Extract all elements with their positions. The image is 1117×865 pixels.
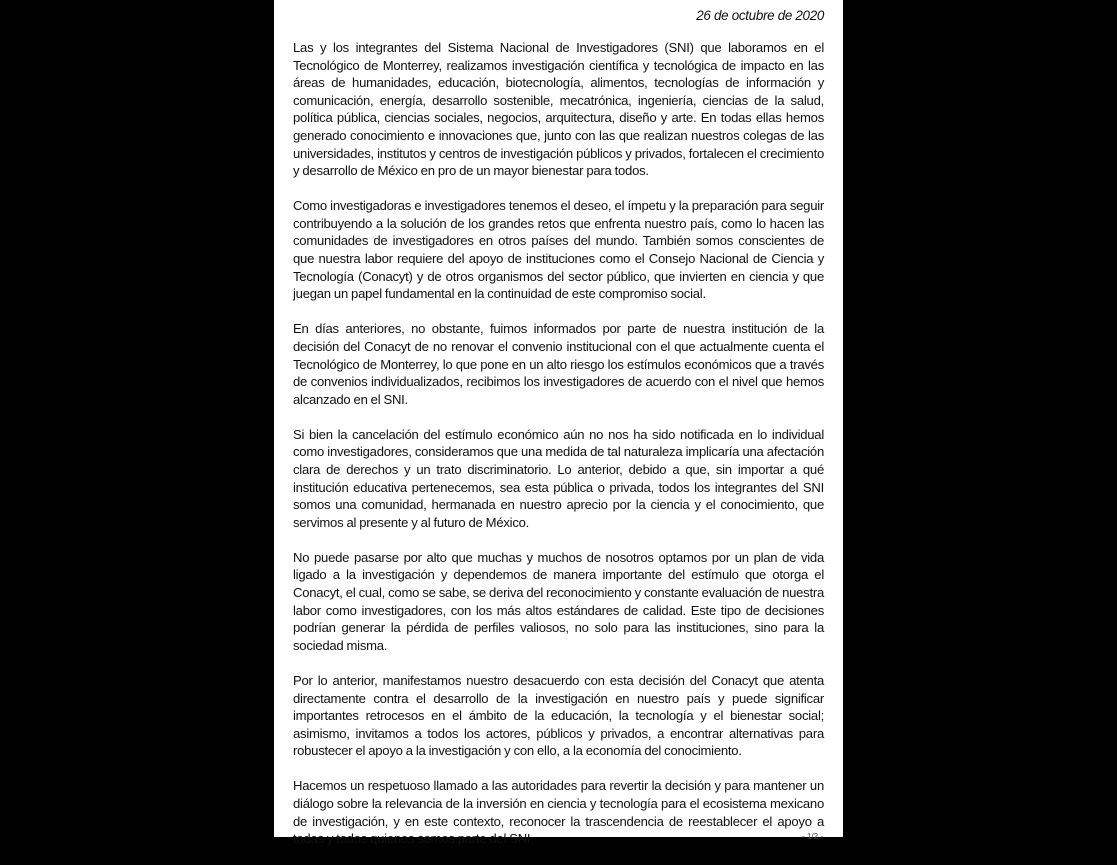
- letter-body: [293, 39, 824, 865]
- paragraph: Si bien la cancelación del estímulo económico aún no nos ha sido notificada en lo individual como investigadores, consideramos que una medida de tal naturaleza implicaría una afectación clara de derechos y un trato discriminatorio. Lo anterior, debido a que, sin importar a qué institución educativa pertenecemos, sea esta pública o privada, todos los integrantes del SNI somos una comunidad, hermanada en nuestro aprecio por la ciencia y el conocimiento, que servimos al presente y al futuro de México.: [293, 426, 824, 530]
- paragraph: En días anteriores, no obstante, fuimos informados por parte de nuestra institución de la decisión del Conacyt de no renovar el convenio institucional con el que actualmente cuenta el Tecnológico de Monterrey, lo que pone en un alto riesgo los estímulos económicos que a través de convenios individualizados, recibimos los investigadores de acuerdo con el nivel que hemos alcanzado en el SNI.: [293, 321, 824, 407]
- paragraph: Las y los integrantes del Sistema Nacional de Investigadores (SNI) que laboramos en el Tecnológico de Monterrey, realizamos investigación científica y tecnológica de impacto en las áreas de humanidades, educación, biotecnología, alimentos, tecnologías de información y comunicación, energía, desarrollo sostenible, mecatrónica, ingeniería, ciencias de la salud, política pública, ciencias sociales, negocios, arquitectura, diseño y arte. En todas ellas hemos generado conocimiento e innovaciones que, junto con las que realizan nuestros colegas de las universidades, institutos y centros de investigación públicos y privados, fortalecen el crecimiento y desarrollo de México en pro de un mayor bienestar para todos.: [293, 40, 824, 179]
- paragraph: Hacemos un respetuoso llamado a las autoridades para revertir la decisión y para mantener un diálogo sobre la relevancia de la inversión en ciencia y tecnología para el ecosistema mexicano de investigación, y en este contexto, reconocer la trascendencia de reestablecer el apoyo a todas y todos quienes somos parte del SNI.: [293, 778, 824, 847]
- paragraph: Como investigadoras e investigadores tenemos el deseo, el ímpetu y la preparación para seguir contribuyendo a la solución de los grandes retos que enfrenta nuestro país, como lo hacen las comunidades de investigadores en otros países del mundo. También somos conscientes de que nuestra labor requiere del apoyo de instituciones como el Consejo Nacional de Ciencia y Tecnología (Conacyt) y de otros organismos del sector público, que invierten en ciencia y que juegan un papel fundamental en la continuidad de este compromiso social.: [293, 198, 824, 302]
- paragraph: Por lo anterior, manifestamos nuestro desacuerdo con esta decisión del Conacyt que atenta directamente contra el desarrollo de la investigación en nuestro país y puede significar importantes retrocesos en el ámbito de la educación, la tecnología y el bienestar social; asimismo, invitamos a todos los actores, públicos y privados, a encontrar alternativas para robustecer el apoyo a la investigación y con ello, a la economía del conocimiento.: [293, 672, 824, 759]
- page-number: - 1/2 -: [802, 832, 823, 841]
- paragraph: No puede pasarse por alto que muchas y muchos de nosotros optamos por un plan de vida ligado a la investigación y dependemos de manera importante del estímulo que otorga el Conacyt, el cual, como se sabe, se deriva del reconocimiento y constante evaluación de nuestra labor como investigadores, con los más altos estándares de calidad. Este tipo de decisiones podrían generar la pérdida de perfiles valiosos, no solo para las instituciones, sino para la sociedad misma.: [293, 549, 824, 653]
- letter-date: 26 de octubre de 2020: [696, 8, 824, 23]
- document-page: [274, 0, 843, 847]
